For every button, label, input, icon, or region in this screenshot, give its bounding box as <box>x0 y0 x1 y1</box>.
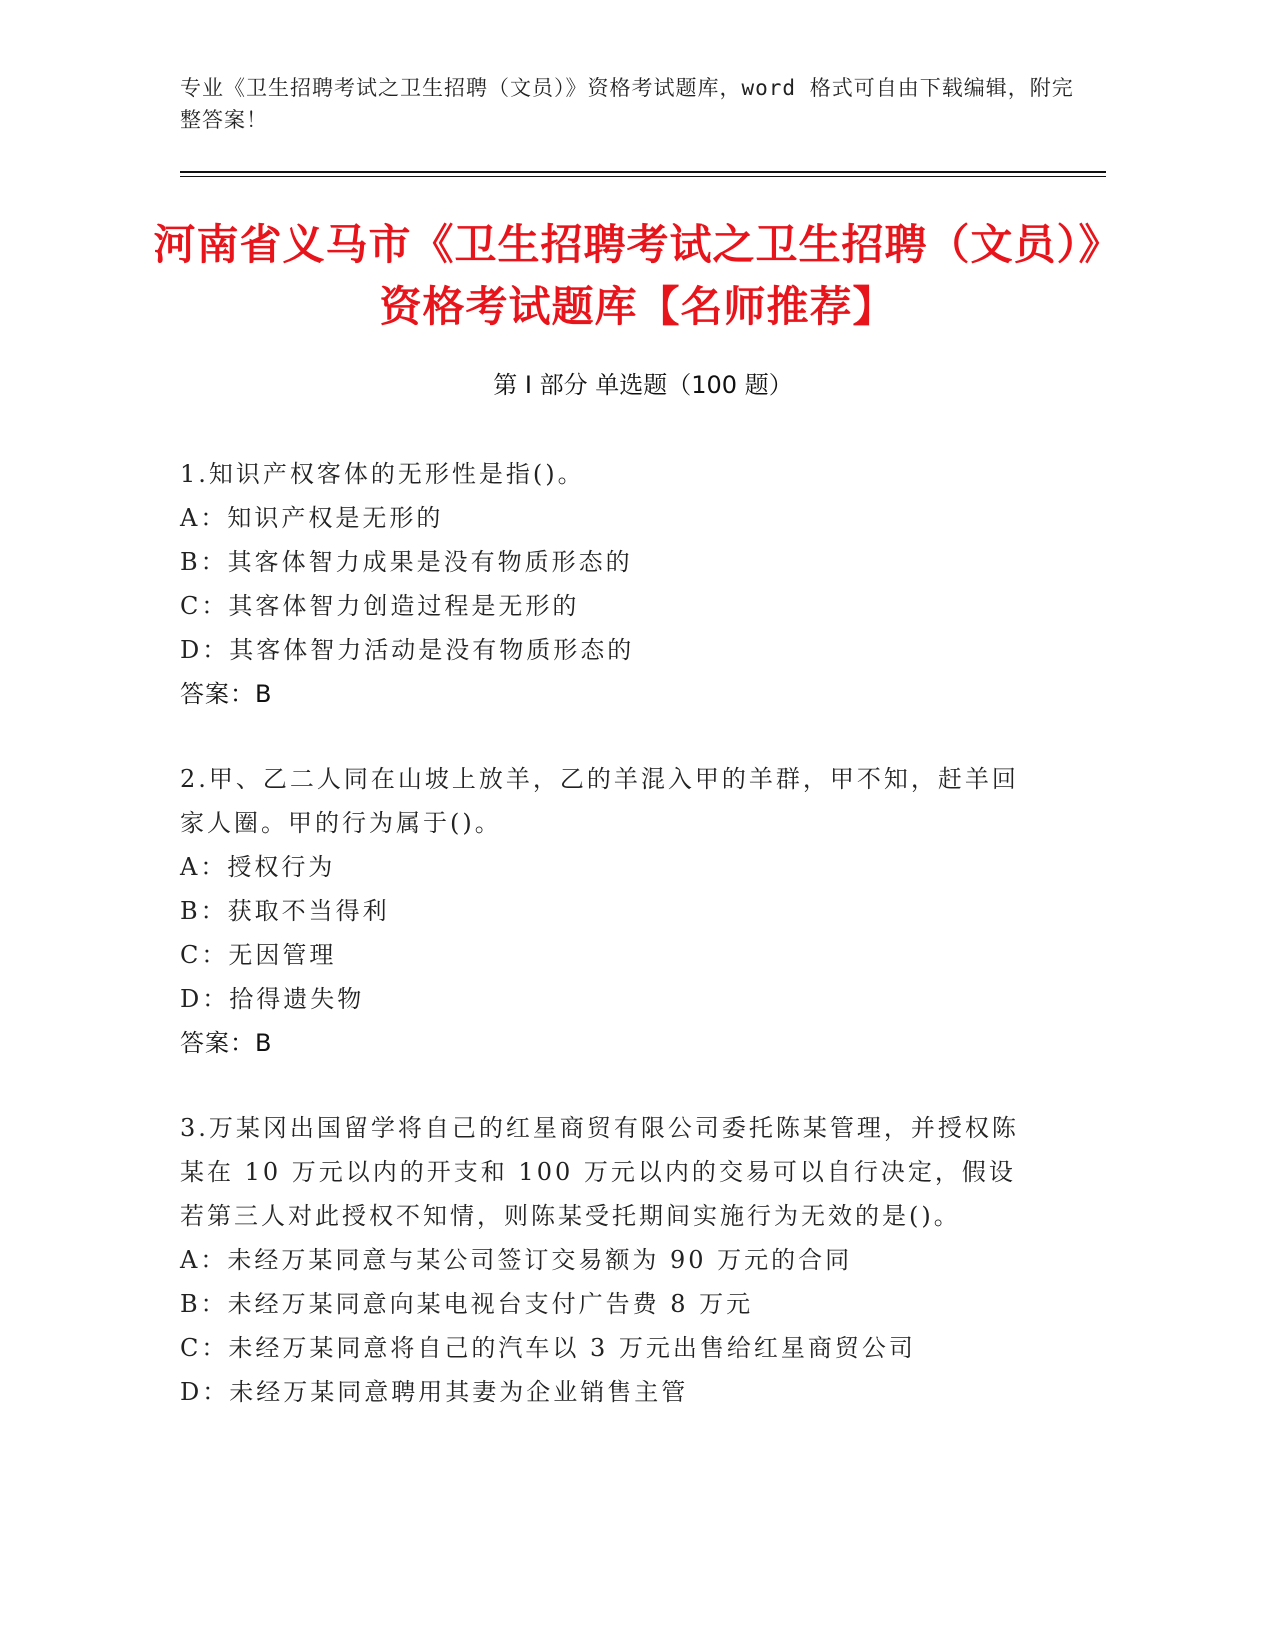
question-3 <box>180 1106 1040 1414</box>
option-a: A：知识产权是无形的 <box>180 504 444 532</box>
question-2 <box>180 757 1040 1065</box>
question-stem: 3.万某冈出国留学将自己的红星商贸有限公司委托陈某管理，并授权陈某在 10 万元以内的开支和 100 万元以内的交易可以自行决定，假设若第三人对此授权不知情，则陈某受托期间实施行为无效的是()。 <box>180 1114 1019 1230</box>
header-note: 专业《卫生招聘考试之卫生招聘（文员）》资格考试题库，word 格式可自由下载编辑，附完整答案！ <box>180 76 1074 132</box>
option-c: C：未经万某同意将自己的汽车以 3 万元出售给红星商贸公司 <box>180 1334 916 1362</box>
header-divider-thick <box>180 171 1106 173</box>
section-title: 第 I 部分 单选题（100 题） <box>493 371 793 399</box>
option-d: D：未经万某同意聘用其妻为企业销售主管 <box>180 1378 689 1406</box>
answer-label: 答案：B <box>180 1029 273 1057</box>
document-title: 河南省义马市《卫生招聘考试之卫生招聘（文员）》资格考试题库【名师推荐】 <box>153 220 1122 331</box>
option-b: B：获取不当得利 <box>180 897 390 925</box>
answer-label: 答案：B <box>180 680 273 708</box>
option-d: D：其客体智力活动是没有物质形态的 <box>180 636 635 664</box>
option-a: A：授权行为 <box>180 853 336 881</box>
question-stem: 1.知识产权客体的无形性是指()。 <box>180 460 585 488</box>
header-divider-thin <box>180 176 1106 177</box>
question-stem: 2.甲、乙二人同在山坡上放羊，乙的羊混入甲的羊群，甲不知，赶羊回家人圈。甲的行为属于()。 <box>180 765 1019 837</box>
option-b: B：未经万某同意向某电视台支付广告费 8 万元 <box>180 1290 754 1318</box>
option-b: B：其客体智力成果是没有物质形态的 <box>180 548 633 576</box>
option-d: D：拾得遗失物 <box>180 985 365 1013</box>
option-c: C：无因管理 <box>180 941 337 969</box>
option-a: A：未经万某同意与某公司签订交易额为 90 万元的合同 <box>180 1246 853 1274</box>
option-c: C：其客体智力创造过程是无形的 <box>180 592 580 620</box>
question-1 <box>180 452 1040 716</box>
